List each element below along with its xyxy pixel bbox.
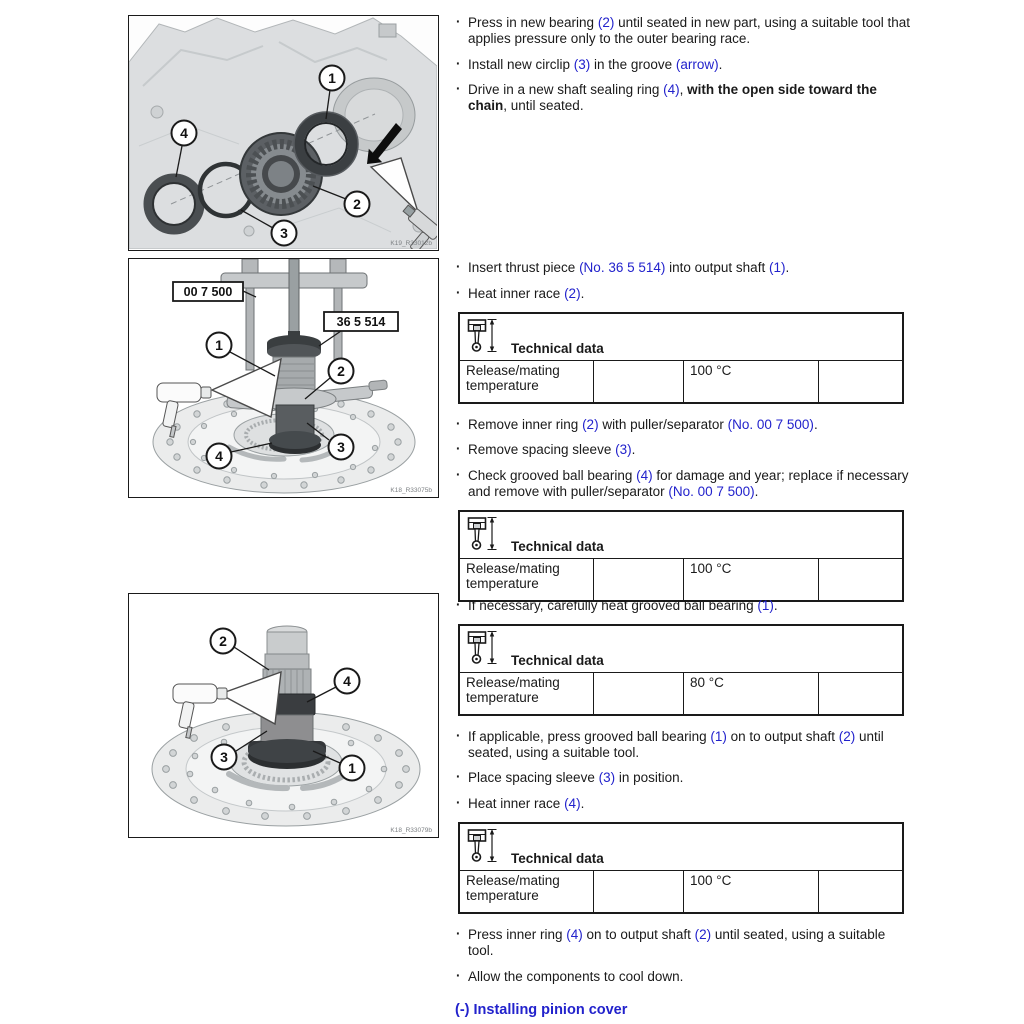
text-segment: Check grooved ball bearing — [468, 468, 637, 484]
text-segment: Heat inner race — [468, 796, 565, 812]
instruction-bullet — [455, 442, 913, 458]
text-segment: If applicable, press grooved ball bearing — [468, 728, 711, 744]
part-reference-link[interactable]: (3) — [615, 442, 632, 458]
instruction-bullet — [455, 260, 913, 276]
technical-data-header — [460, 512, 902, 559]
instruction-bullet — [455, 969, 913, 985]
part-reference-link[interactable]: (3) — [598, 770, 616, 786]
text-segment: Drive in a new shaft sealing ring — [468, 82, 664, 98]
instruction-bullet — [455, 468, 913, 500]
technical-data-header — [460, 824, 902, 871]
figure-puller-separator — [128, 258, 439, 498]
part-reference-link[interactable]: (4) — [636, 468, 653, 484]
section-bearing-refit — [455, 598, 913, 1018]
part-reference-link[interactable]: (No. 00 7 500) — [727, 416, 814, 432]
callout-1-number: 1 — [328, 70, 336, 86]
figure-1-watermark: K19_R33012b — [390, 240, 432, 247]
table-row-label: Release/mating temperature — [466, 362, 560, 394]
table-row — [460, 673, 902, 714]
part-reference-link[interactable]: (1) — [768, 260, 786, 275]
instruction-bullet — [455, 598, 913, 614]
text-segment: in position. — [615, 770, 684, 786]
table-cell-empty — [818, 673, 902, 714]
instruction-bullet — [455, 796, 913, 812]
part-reference-link[interactable]: (2) — [564, 285, 581, 301]
technical-data-table — [458, 624, 904, 716]
table-title: Technical data — [511, 340, 604, 356]
table-cell-empty — [593, 871, 683, 912]
text-segment: until seated in new part, using a suitable tool that applies pressure only to the outer bearing race. — [468, 15, 911, 46]
part-reference-link[interactable]: (2) — [838, 728, 856, 744]
table-row — [460, 559, 902, 600]
tool-number-text: 00 7 500 — [183, 285, 233, 299]
table-cell-empty — [593, 673, 683, 714]
table-cell-value: 80 °C — [683, 673, 818, 714]
text-segment: Allow the components to cool down. — [468, 968, 684, 984]
text-segment: Heat inner race — [468, 285, 565, 301]
part-reference-link[interactable]: (3) — [573, 56, 591, 72]
table-row-label: Release/mating temperature — [466, 674, 560, 706]
callout-3-number: 3 — [337, 439, 345, 455]
text-segment: Remove spacing sleeve — [468, 442, 616, 458]
release-temperature-icon — [467, 827, 497, 865]
text-segment: . — [718, 56, 723, 72]
release-temperature-icon — [467, 317, 497, 355]
text-segment: on to output shaft — [582, 926, 695, 942]
text-segment: into output shaft — [665, 260, 769, 275]
text-segment: on to output shaft — [726, 728, 839, 744]
text-segment: with the open side toward the chain — [468, 82, 877, 114]
text-segment: Insert thrust piece — [468, 260, 580, 275]
tool-number-text: 36 5 514 — [336, 315, 386, 329]
callout-4-number: 4 — [343, 673, 351, 689]
text-segment: . — [813, 416, 818, 432]
instruction-bullet — [455, 729, 913, 761]
text-segment: Press in new bearing — [468, 15, 598, 30]
part-reference-link[interactable]: (4) — [663, 82, 680, 98]
table-row-label: Release/mating temperature — [466, 872, 560, 904]
part-reference-link[interactable]: (arrow) — [675, 56, 719, 72]
callout-4-number: 4 — [215, 448, 223, 464]
text-segment: , until seated. — [503, 98, 584, 114]
instruction-bullet — [455, 927, 913, 959]
table-row-label: Release/mating temperature — [466, 560, 560, 592]
tool-number-label-007500 — [173, 282, 256, 301]
technical-data-header — [460, 314, 902, 361]
table-title: Technical data — [511, 850, 604, 866]
callout-3-number: 3 — [280, 225, 288, 241]
figure-2-illustration — [129, 259, 437, 496]
table-title: Technical data — [511, 652, 604, 668]
section-seal-installation — [455, 15, 913, 124]
figure-bearing-installation — [128, 15, 439, 251]
part-reference-link[interactable]: (No. 00 7 500) — [668, 483, 755, 499]
text-segment: If necessary, carefully heat grooved ball bearing — [468, 598, 758, 613]
bearing-2 — [240, 133, 322, 215]
text-segment: Remove inner ring — [468, 416, 583, 432]
callout-4-number: 4 — [180, 125, 188, 141]
callout-3-number: 3 — [220, 749, 228, 765]
instruction-bullet — [455, 57, 913, 73]
callout-2-number: 2 — [337, 363, 345, 379]
table-row — [460, 361, 902, 402]
table-row — [460, 871, 902, 912]
section-inner-race-removal — [455, 260, 913, 615]
release-temperature-icon — [467, 515, 497, 553]
table-cell-value: 100 °C — [683, 871, 818, 912]
text-segment: in the groove — [590, 56, 676, 72]
technical-data-table — [458, 510, 904, 602]
part-reference-link[interactable]: (1) — [710, 728, 727, 744]
text-segment: Install new circlip — [468, 56, 574, 72]
table-cell-empty — [818, 361, 902, 402]
text-segment: . — [773, 598, 778, 613]
instruction-bullet — [455, 82, 913, 114]
text-segment: . — [580, 285, 585, 301]
table-cell-empty — [818, 559, 902, 600]
text-segment: . — [580, 796, 585, 812]
technical-data-table — [458, 822, 904, 914]
instruction-bullet — [455, 417, 913, 433]
table-cell-empty — [593, 361, 683, 402]
part-reference-link[interactable]: (2) — [582, 416, 599, 432]
text-segment: , — [679, 82, 688, 98]
callout-2-number: 2 — [353, 196, 361, 212]
bearing-seat-opening — [333, 78, 415, 152]
table-cell-empty — [818, 871, 902, 912]
text-segment: until seated, using a suitable tool. — [468, 728, 884, 760]
callout-1-number: 1 — [348, 760, 356, 776]
technical-data-table — [458, 312, 904, 404]
part-reference-link[interactable]: (2) — [694, 926, 712, 942]
part-reference-link[interactable]: (No. 36 5 514) — [579, 260, 666, 275]
figure-3-watermark: K18_R33079b — [390, 827, 432, 834]
part-reference-link[interactable]: (4) — [564, 796, 581, 812]
figure-output-shaft — [128, 593, 439, 838]
text-segment: Press inner ring — [468, 926, 567, 942]
table-cell-empty — [593, 559, 683, 600]
table-cell-value: 100 °C — [683, 559, 818, 600]
table-title: Technical data — [511, 538, 604, 554]
figure-2-watermark: K18_R33075b — [390, 487, 432, 494]
figure-3-illustration — [129, 594, 437, 836]
table-cell-value: 100 °C — [683, 361, 818, 402]
text-segment: until seated, using a suitable tool. — [468, 926, 886, 958]
section-heading-installing-pinion-cover[interactable]: (-) Installing pinion cover — [455, 1002, 628, 1019]
text-segment: . — [785, 260, 790, 275]
text-segment: for damage and year; replace if necessary and remove with puller/separator — [468, 468, 909, 499]
part-reference-link[interactable]: (1) — [757, 598, 774, 613]
callout-2-number: 2 — [219, 633, 227, 649]
instruction-bullet — [455, 286, 913, 302]
release-temperature-icon — [467, 629, 497, 667]
text-segment: . — [754, 483, 759, 499]
text-segment: Place spacing sleeve — [468, 770, 599, 786]
figure-1-illustration — [129, 16, 437, 249]
part-reference-link[interactable]: (4) — [566, 926, 583, 942]
technical-data-header — [460, 626, 902, 673]
instruction-bullet — [455, 770, 913, 786]
instruction-bullet — [455, 15, 913, 47]
callout-1-number: 1 — [215, 337, 223, 353]
text-segment: with puller/separator — [598, 416, 728, 432]
part-reference-link[interactable]: (2) — [597, 15, 615, 30]
text-segment: . — [631, 442, 636, 458]
